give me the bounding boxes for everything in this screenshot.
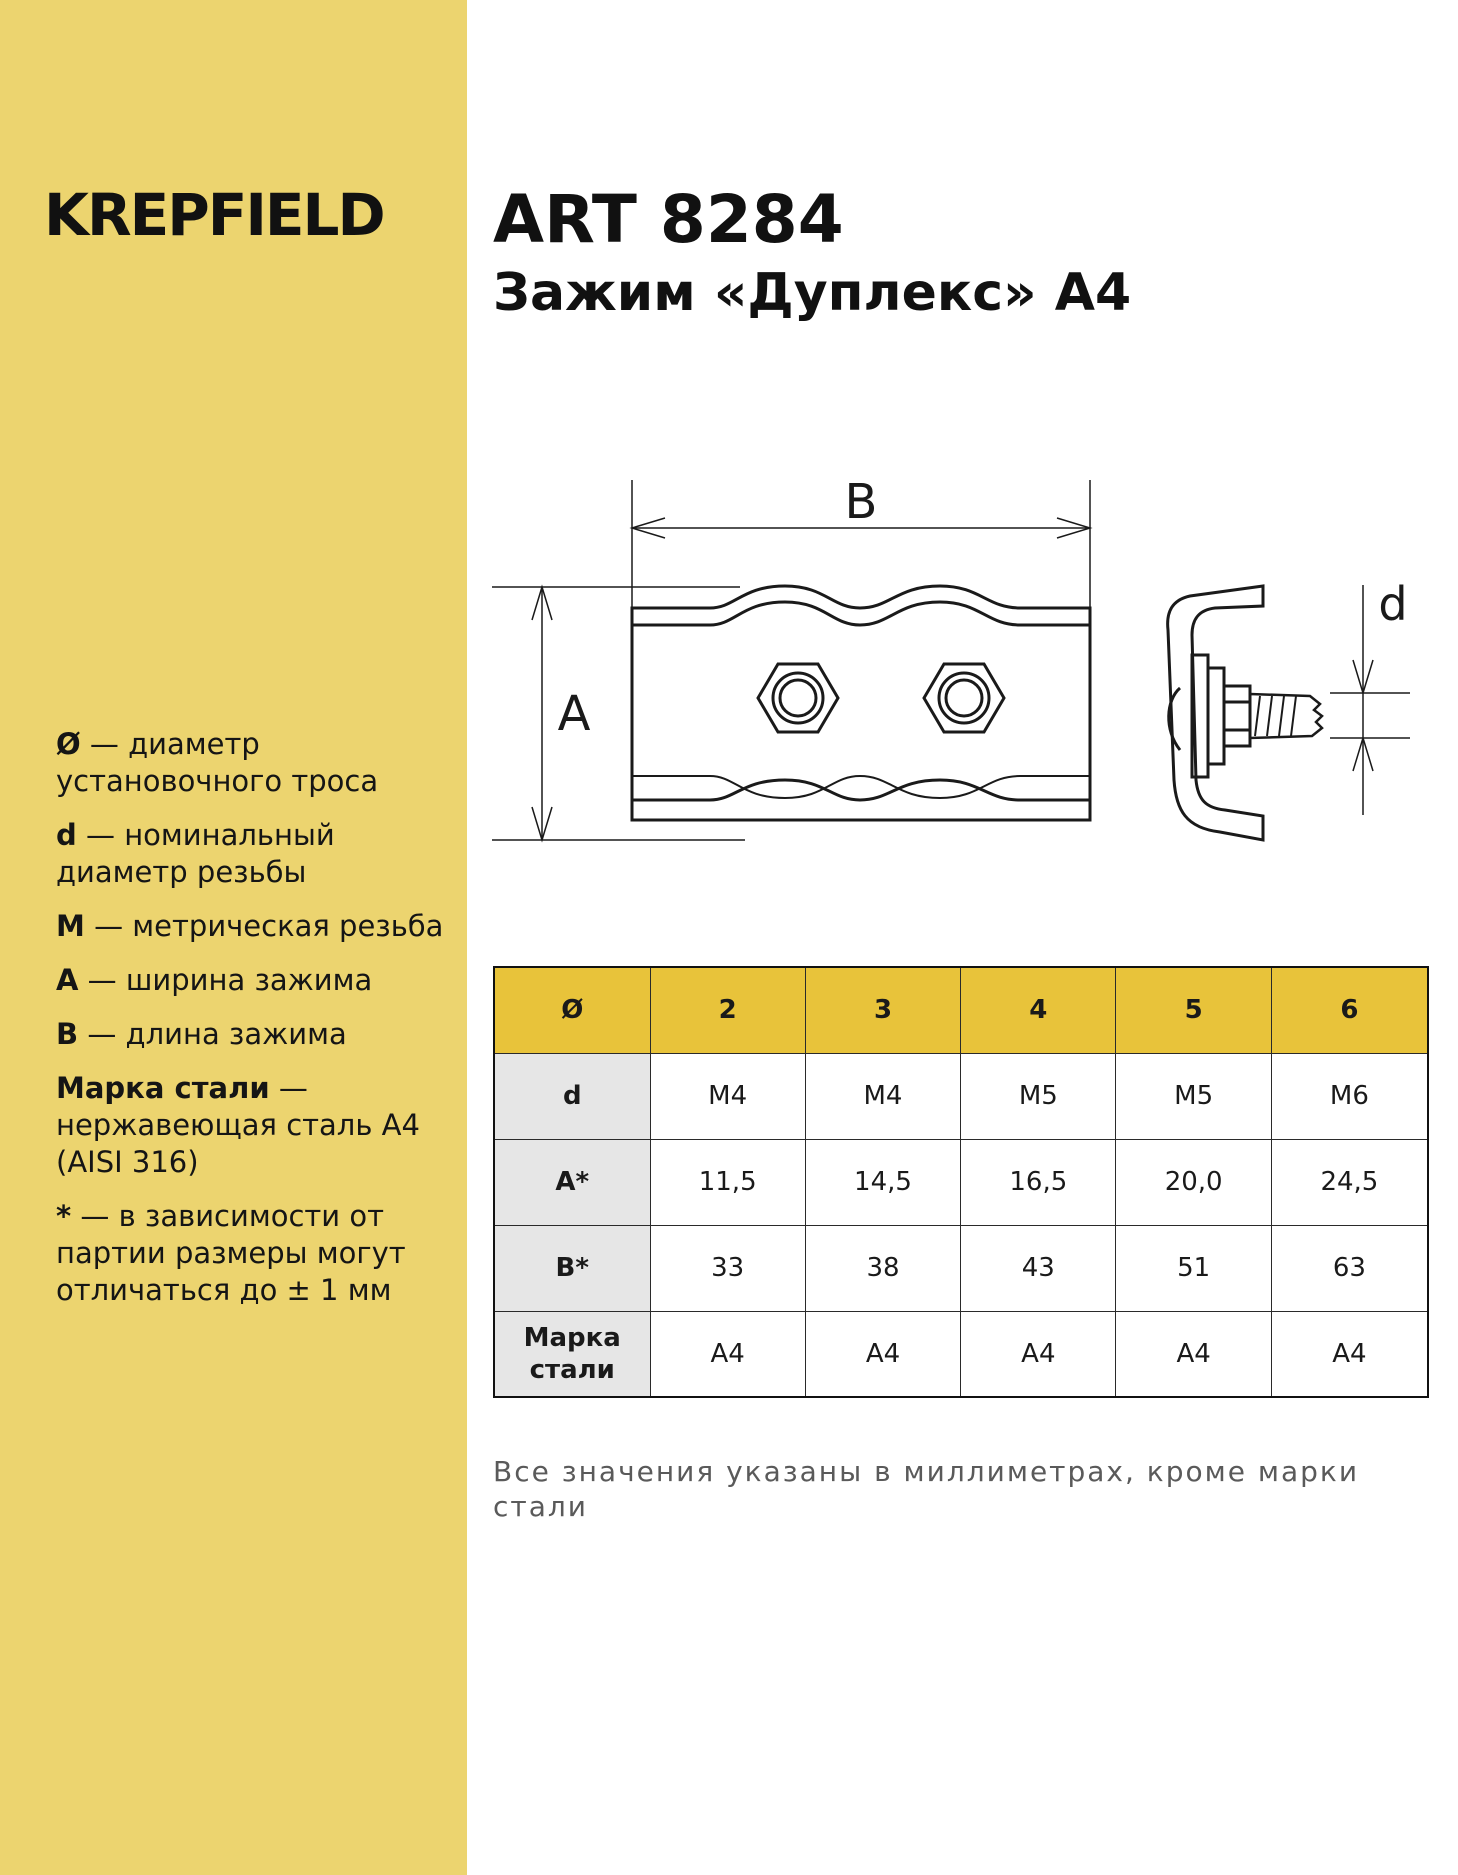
- table-row: [494, 1225, 1428, 1311]
- row-label: B*: [494, 1225, 650, 1311]
- table-cell: 11,5: [650, 1139, 805, 1225]
- legend-item: [56, 1016, 456, 1053]
- legend-term: B: [56, 1017, 79, 1051]
- table-cell: A4: [650, 1311, 805, 1397]
- table-cell: 24,5: [1271, 1139, 1428, 1225]
- table-header-cell: Ø: [494, 967, 650, 1053]
- table-cell: M5: [1116, 1053, 1271, 1139]
- legend-term: d: [56, 818, 77, 852]
- legend-term: Марка стали: [56, 1071, 270, 1105]
- legend-item: [56, 817, 456, 891]
- table-cell: 20,0: [1116, 1139, 1271, 1225]
- technical-drawing: [480, 460, 1440, 860]
- table-row: [494, 1139, 1428, 1225]
- table-header-cell: 6: [1271, 967, 1428, 1053]
- table-header-cell: 2: [650, 967, 805, 1053]
- row-label: Марка стали: [494, 1311, 650, 1397]
- legend-text: — длина зажима: [78, 1017, 347, 1051]
- legend-item: [56, 962, 456, 999]
- legend-text: — ширина зажима: [78, 963, 373, 997]
- table-cell: M4: [650, 1053, 805, 1139]
- table-row: [494, 1053, 1428, 1139]
- legend-text: — нержавеющая сталь А4 (AISI 316): [56, 1071, 420, 1179]
- table-header-cell: 3: [805, 967, 960, 1053]
- table-header-cell: 5: [1116, 967, 1271, 1053]
- table-cell: A4: [1271, 1311, 1428, 1397]
- legend-item: [56, 1070, 456, 1181]
- table-cell: 63: [1271, 1225, 1428, 1311]
- legend-text: — в зависимости от партии размеры могут отличаться до ± 1 мм: [56, 1199, 406, 1307]
- legend-item: [56, 726, 456, 800]
- legend-text: — метрическая резьба: [84, 909, 444, 943]
- table-cell: M6: [1271, 1053, 1428, 1139]
- row-label: A*: [494, 1139, 650, 1225]
- table-cell: 43: [961, 1225, 1116, 1311]
- table-header-row: [494, 967, 1428, 1053]
- legend: [56, 726, 456, 1326]
- table-cell: A4: [1116, 1311, 1271, 1397]
- legend-term: A: [56, 963, 79, 997]
- label-b: B: [844, 474, 878, 530]
- table-cell: 38: [805, 1225, 960, 1311]
- clamp-front-view: [632, 586, 1090, 820]
- article-number: ART 8284: [493, 181, 844, 258]
- table-header-cell: 4: [961, 967, 1116, 1053]
- brand-sidebar: [0, 0, 467, 1875]
- label-a: A: [557, 686, 591, 742]
- table-cell: A4: [805, 1311, 960, 1397]
- clamp-side-view: [1168, 586, 1322, 840]
- specifications-table: [493, 966, 1429, 1398]
- table-row: [494, 1311, 1428, 1397]
- table-cell: 33: [650, 1225, 805, 1311]
- table-cell: M5: [961, 1053, 1116, 1139]
- row-label: d: [494, 1053, 650, 1139]
- legend-term: Ø: [56, 727, 81, 761]
- brand-logo: KREPFIELD: [44, 181, 384, 249]
- label-d: d: [1378, 577, 1408, 631]
- legend-term: M: [56, 909, 85, 943]
- table-cell: 16,5: [961, 1139, 1116, 1225]
- table-cell: M4: [805, 1053, 960, 1139]
- legend-item: [56, 908, 456, 945]
- table-cell: 51: [1116, 1225, 1271, 1311]
- table-cell: A4: [961, 1311, 1116, 1397]
- legend-item: [56, 1198, 456, 1309]
- legend-term: *: [56, 1199, 72, 1233]
- legend-text: — диаметр установочного троса: [56, 727, 379, 798]
- product-title: Зажим «Дуплекс» А4: [493, 263, 1132, 323]
- legend-text: — номинальный диаметр резьбы: [56, 818, 335, 889]
- units-footnote: Все значения указаны в миллиметрах, кроме марки стали: [493, 1455, 1360, 1523]
- table-cell: 14,5: [805, 1139, 960, 1225]
